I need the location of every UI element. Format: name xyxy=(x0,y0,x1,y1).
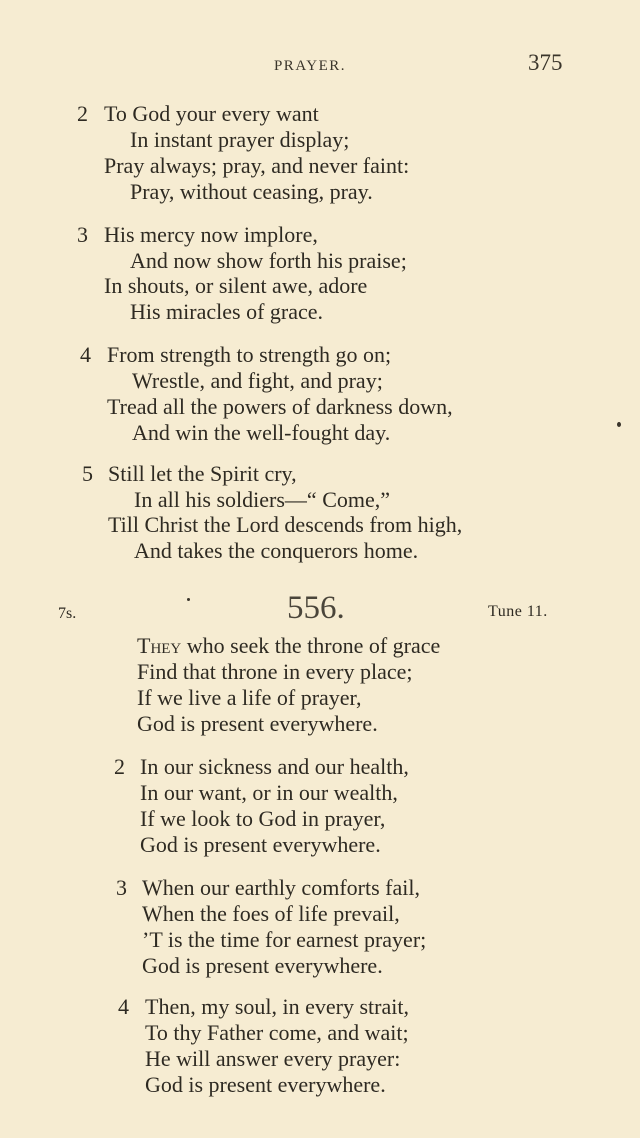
verse-number: 5 xyxy=(82,461,93,486)
verse-line: In shouts, or silent awe, adore xyxy=(104,273,368,298)
verse-line: Till Christ the Lord descends from high, xyxy=(108,512,463,537)
verse-line: And now show forth his praise; xyxy=(130,248,407,273)
verse-line: Tread all the powers of darkness down, xyxy=(107,394,453,419)
verse-line: When the foes of life prevail, xyxy=(142,901,400,926)
verse-line: Wrestle, and fight, and pray; xyxy=(132,368,383,393)
verse-line: God is present everywhere. xyxy=(142,953,383,978)
verse-line: Find that throne in every place; xyxy=(137,659,413,684)
verse-line: In all his soldiers—“ Come,” xyxy=(134,487,391,512)
verse-line: Then, my soul, in every strait, xyxy=(145,994,409,1019)
hymn-number: 556. xyxy=(287,590,345,626)
verse-line: His miracles of grace. xyxy=(130,299,324,324)
ink-speck xyxy=(617,422,621,427)
verse-line: God is present everywhere. xyxy=(145,1072,386,1097)
verse-number: 4 xyxy=(80,342,91,367)
verse-number: 3 xyxy=(116,875,127,900)
first-word: They xyxy=(137,633,182,658)
verse-line: To thy Father come, and wait; xyxy=(145,1020,409,1045)
tune-label: Tune 11. xyxy=(488,603,548,620)
verse-number: 3 xyxy=(77,222,88,247)
verse-line: From strength to strength go on; xyxy=(107,342,392,367)
verse-number: 2 xyxy=(114,754,125,779)
verse-line: He will answer every prayer: xyxy=(145,1046,401,1071)
verse-number: 2 xyxy=(77,101,88,126)
verse-line: Pray, without ceasing, pray. xyxy=(130,179,373,204)
verse-line: They who seek the throne of grace xyxy=(137,633,441,658)
running-head: PRAYER. xyxy=(273,58,347,74)
verse-line: And takes the conquerors home. xyxy=(134,538,419,563)
verse-line: In instant prayer display; xyxy=(130,127,350,152)
verse-line: In our sickness and our health, xyxy=(140,754,409,779)
page-number: 375 xyxy=(528,50,563,75)
verse-line: ’T is the time for earnest prayer; xyxy=(142,927,427,952)
verse-line: Still let the Spirit cry, xyxy=(108,461,297,486)
verse-line: If we look to God in prayer, xyxy=(140,806,386,831)
verse-line: His mercy now implore, xyxy=(104,222,318,247)
ink-speck xyxy=(187,598,190,601)
verse-line: In our want, or in our wealth, xyxy=(140,780,398,805)
verse-line: If we live a life of prayer, xyxy=(137,685,362,710)
verse-line: God is present everywhere. xyxy=(140,832,381,857)
verse-line: Pray always; pray, and never faint: xyxy=(104,153,410,178)
verse-line: When our earthly comforts fail, xyxy=(142,875,420,900)
verse-number: 4 xyxy=(118,994,129,1019)
verse-line: God is present everywhere. xyxy=(137,711,378,736)
verse-line: To God your every want xyxy=(104,101,319,126)
verse-line: And win the well-fought day. xyxy=(132,420,391,445)
hymn-meter: 7s. xyxy=(58,605,77,622)
